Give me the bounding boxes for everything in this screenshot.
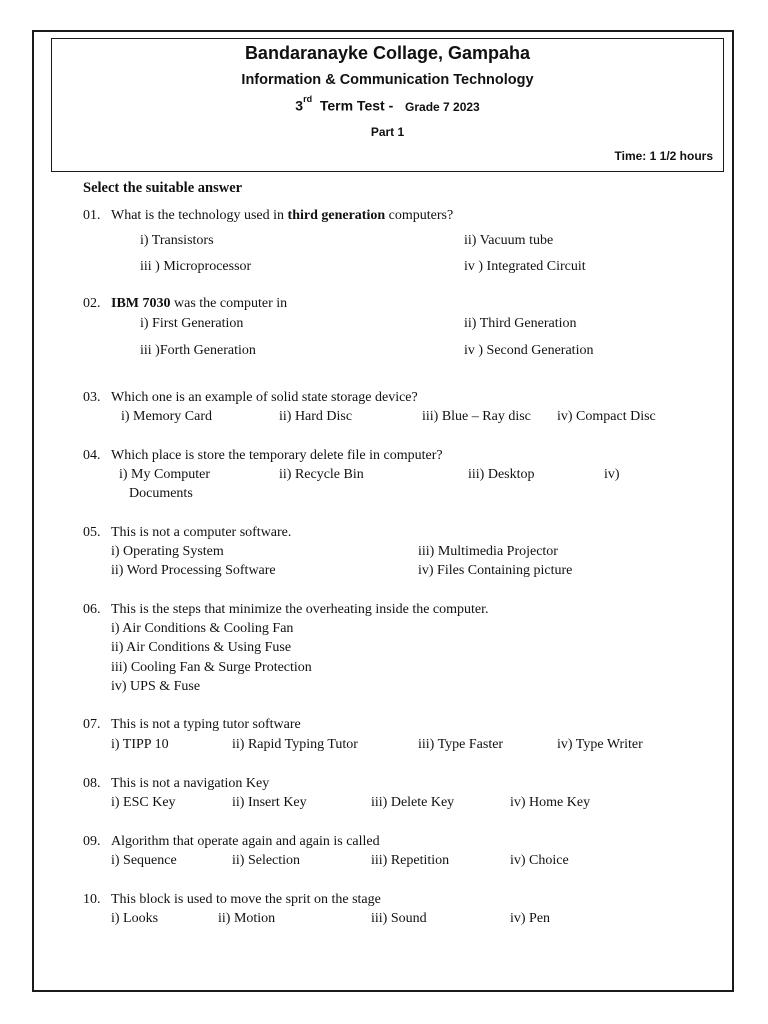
- answer-option: iv) Compact Disc: [557, 409, 656, 424]
- answer-option: i) Sequence: [111, 853, 177, 868]
- answer-option: i) ESC Key: [111, 795, 176, 810]
- question-number: 07.: [83, 717, 101, 732]
- term-line: [52, 94, 723, 114]
- answer-option: iv) UPS & Fuse: [111, 679, 201, 694]
- question-number: 05.: [83, 525, 101, 540]
- subject-title: Information & Communication Technology: [241, 72, 534, 88]
- answer-option: i) My Computer: [119, 467, 210, 482]
- answer-option: ii) Rapid Typing Tutor: [232, 737, 358, 752]
- answer-option: iv) Home Key: [510, 795, 591, 810]
- answer-option: ii) Third Generation: [464, 316, 577, 331]
- answer-option: ii) Recycle Bin: [279, 467, 364, 482]
- question-text: This is the steps that minimize the overheating inside the computer.: [111, 602, 489, 617]
- answer-option: i) Operating System: [111, 544, 224, 559]
- question-number: 04.: [83, 448, 101, 463]
- answer-option: iii) Cooling Fan & Surge Protection: [111, 660, 312, 675]
- question-text-part: was the computer in: [170, 296, 288, 311]
- question-text: Algorithm that operate again and again is called: [111, 834, 380, 849]
- answer-option: iii) Blue – Ray disc: [422, 409, 531, 424]
- answer-option: iv) Files Containing picture: [418, 563, 573, 578]
- question-text: This is not a typing tutor software: [111, 717, 301, 732]
- answer-option: ii) Motion: [218, 911, 276, 926]
- answer-option: iii) Type Faster: [418, 737, 504, 752]
- answer-option: i) Memory Card: [121, 409, 212, 424]
- answer-option: iii) Sound: [371, 911, 427, 926]
- answer-option: i) Transistors: [140, 233, 214, 248]
- question-text-part: computers?: [385, 208, 454, 223]
- question-number: 08.: [83, 776, 101, 791]
- answer-option: i) Looks: [111, 911, 159, 926]
- question-number: 09.: [83, 834, 101, 849]
- part-label: Part 1: [370, 125, 405, 139]
- answer-option: iii )Forth Generation: [140, 343, 256, 358]
- question-number: 10.: [83, 892, 101, 907]
- answer-option: ii) Air Conditions & Using Fuse: [111, 640, 292, 655]
- question-text: This is not a navigation Key: [111, 776, 270, 791]
- question-text: Which one is an example of solid state storage device?: [111, 390, 418, 405]
- answer-option: iv ) Integrated Circuit: [464, 259, 586, 274]
- answer-option: i) Air Conditions & Cooling Fan: [111, 621, 294, 636]
- answer-option: ii) Word Processing Software: [111, 563, 276, 578]
- answer-option: iv) Pen: [510, 911, 551, 926]
- question-text: Which place is store the temporary delete file in computer?: [111, 448, 443, 463]
- time-allowed: Time: 1 1/2 hours: [614, 149, 713, 163]
- question-number: 03.: [83, 390, 101, 405]
- question-text-bold: IBM 7030: [111, 296, 171, 311]
- term-label: Term Test -: [319, 97, 394, 114]
- answer-option: i) First Generation: [140, 316, 244, 331]
- answer-option: iv): [604, 467, 620, 482]
- answer-option-continued: Documents: [129, 486, 193, 501]
- question-text-part: What is the technology used in: [111, 208, 288, 223]
- answer-option: iv) Choice: [510, 853, 569, 868]
- instruction-text: Select the suitable answer: [83, 180, 243, 196]
- answer-option: i) TIPP 10: [111, 737, 169, 752]
- answer-option: iii) Multimedia Projector: [418, 544, 558, 559]
- question-number: 06.: [83, 602, 101, 617]
- grade-year: Grade 7 2023: [405, 99, 480, 114]
- answer-option: iii) Repetition: [371, 853, 450, 868]
- term-superscript: rd: [303, 94, 313, 104]
- school-name: Bandaranayke Collage, Gampaha: [244, 43, 531, 63]
- question-text: [111, 296, 287, 312]
- term-number: 3: [295, 97, 304, 114]
- question-text: [111, 208, 453, 224]
- answer-option: iv) Type Writer: [557, 737, 643, 752]
- answer-option: iii) Desktop: [468, 467, 535, 482]
- answer-option: iii) Delete Key: [371, 795, 455, 810]
- answer-option: ii) Insert Key: [232, 795, 307, 810]
- answer-option: iv ) Second Generation: [464, 343, 594, 358]
- question-number: 01.: [83, 208, 101, 223]
- question-text-bold: third generation: [287, 208, 386, 223]
- answer-option: ii) Hard Disc: [279, 409, 353, 424]
- question-number: 02.: [83, 296, 101, 311]
- question-text: This is not a computer software.: [111, 525, 292, 540]
- answer-option: iii ) Microprocessor: [140, 259, 252, 274]
- exam-header: [51, 38, 724, 172]
- question-text: This block is used to move the sprit on the stage: [111, 892, 381, 907]
- answer-option: ii) Vacuum tube: [464, 233, 554, 248]
- answer-option: ii) Selection: [232, 853, 301, 868]
